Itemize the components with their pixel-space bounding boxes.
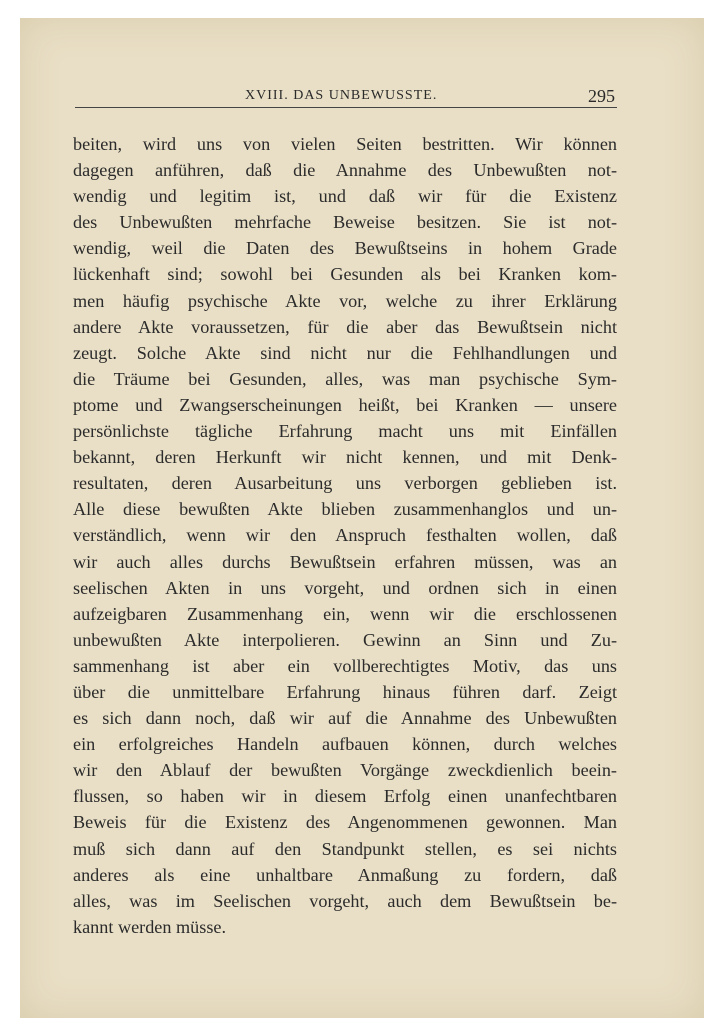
text-line: dagegen anführen, daß die Annahme des Unbewußten not-	[73, 160, 617, 181]
text-line: flussen, so haben wir in diesem Erfolg einen unanfechtbaren	[73, 786, 617, 807]
page-number: 295	[588, 86, 615, 106]
text-line: kannt werden müsse.	[73, 916, 227, 937]
text-line: resultaten, deren Ausarbeitung uns verborgen geblieben ist.	[73, 473, 617, 494]
page-header	[20, 86, 704, 108]
text-line: verständlich, wenn wir den Anspruch festhalten wollen, daß	[73, 525, 617, 546]
text-line: sammenhang ist aber ein vollberechtigtes Motiv, das uns	[73, 655, 617, 676]
text-line: men häufig psychische Akte vor, welche zu ihrer Erklärung	[73, 290, 617, 311]
header-rule	[75, 107, 617, 108]
text-line: andere Akte voraussetzen, für die aber das Bewußtsein nicht	[73, 316, 617, 337]
text-line: wir auch alles durchs Bewußtsein erfahren müssen, was an	[73, 551, 617, 572]
text-line: muß sich dann auf den Standpunkt stellen, es sei nichts	[73, 838, 617, 859]
text-line: Beweis für die Existenz des Angenommenen gewonnen. Man	[73, 812, 617, 833]
text-line: wir den Ablauf der bewußten Vorgänge zweckdienlich beein-	[73, 760, 617, 781]
text-line: persönlichste tägliche Erfahrung macht uns mit Einfällen	[73, 421, 617, 442]
text-line: beiten, wird uns von vielen Seiten bestritten. Wir können	[73, 134, 617, 154]
text-line: über die unmittelbare Erfahrung hinaus führen darf. Zeigt	[73, 681, 617, 702]
text-line: alles, was im Seelischen vorgeht, auch dem Bewußtsein be-	[73, 890, 617, 911]
text-line: die Träume bei Gesunden, alles, was man psychische Sym-	[73, 368, 617, 389]
text-line: wendig, weil die Daten des Bewußtseins in hohem Grade	[73, 238, 617, 259]
text-line: Alle diese bewußten Akte blieben zusammenhanglos und un-	[73, 499, 617, 520]
text-line: anderes als eine unhaltbare Anmaßung zu fordern, daß	[73, 864, 617, 885]
text-line: lückenhaft sind; sowohl bei Gesunden als bei Kranken kom-	[73, 264, 617, 285]
text-line: es sich dann noch, daß wir auf die Annahme des Unbewußten	[73, 708, 617, 729]
text-line: unbewußten Akte interpolieren. Gewinn an Sinn und Zu-	[73, 629, 617, 650]
text-line: aufzeigbaren Zusammenhang ein, wenn wir die erschlossenen	[73, 603, 617, 624]
text-line: wendig und legitim ist, und daß wir für die Existenz	[73, 186, 617, 207]
running-head: XVIII. DAS UNBEWUSSTE.	[245, 88, 438, 103]
text-line: bekannt, deren Herkunft wir nicht kennen, und mit Denk-	[73, 447, 617, 468]
text-line: ein erfolgreiches Handeln aufbauen können, durch welches	[73, 734, 617, 755]
body-text	[73, 131, 617, 940]
book-page	[20, 18, 704, 1018]
text-line: seelischen Akten in uns vorgeht, und ordnen sich in einen	[73, 577, 617, 598]
text-line: zeugt. Solche Akte sind nicht nur die Fehlhandlungen und	[73, 342, 617, 363]
text-line: ptome und Zwangserscheinungen heißt, bei Kranken — unsere	[73, 394, 617, 415]
text-line: des Unbewußten mehrfache Beweise besitzen. Sie ist not-	[73, 212, 617, 233]
